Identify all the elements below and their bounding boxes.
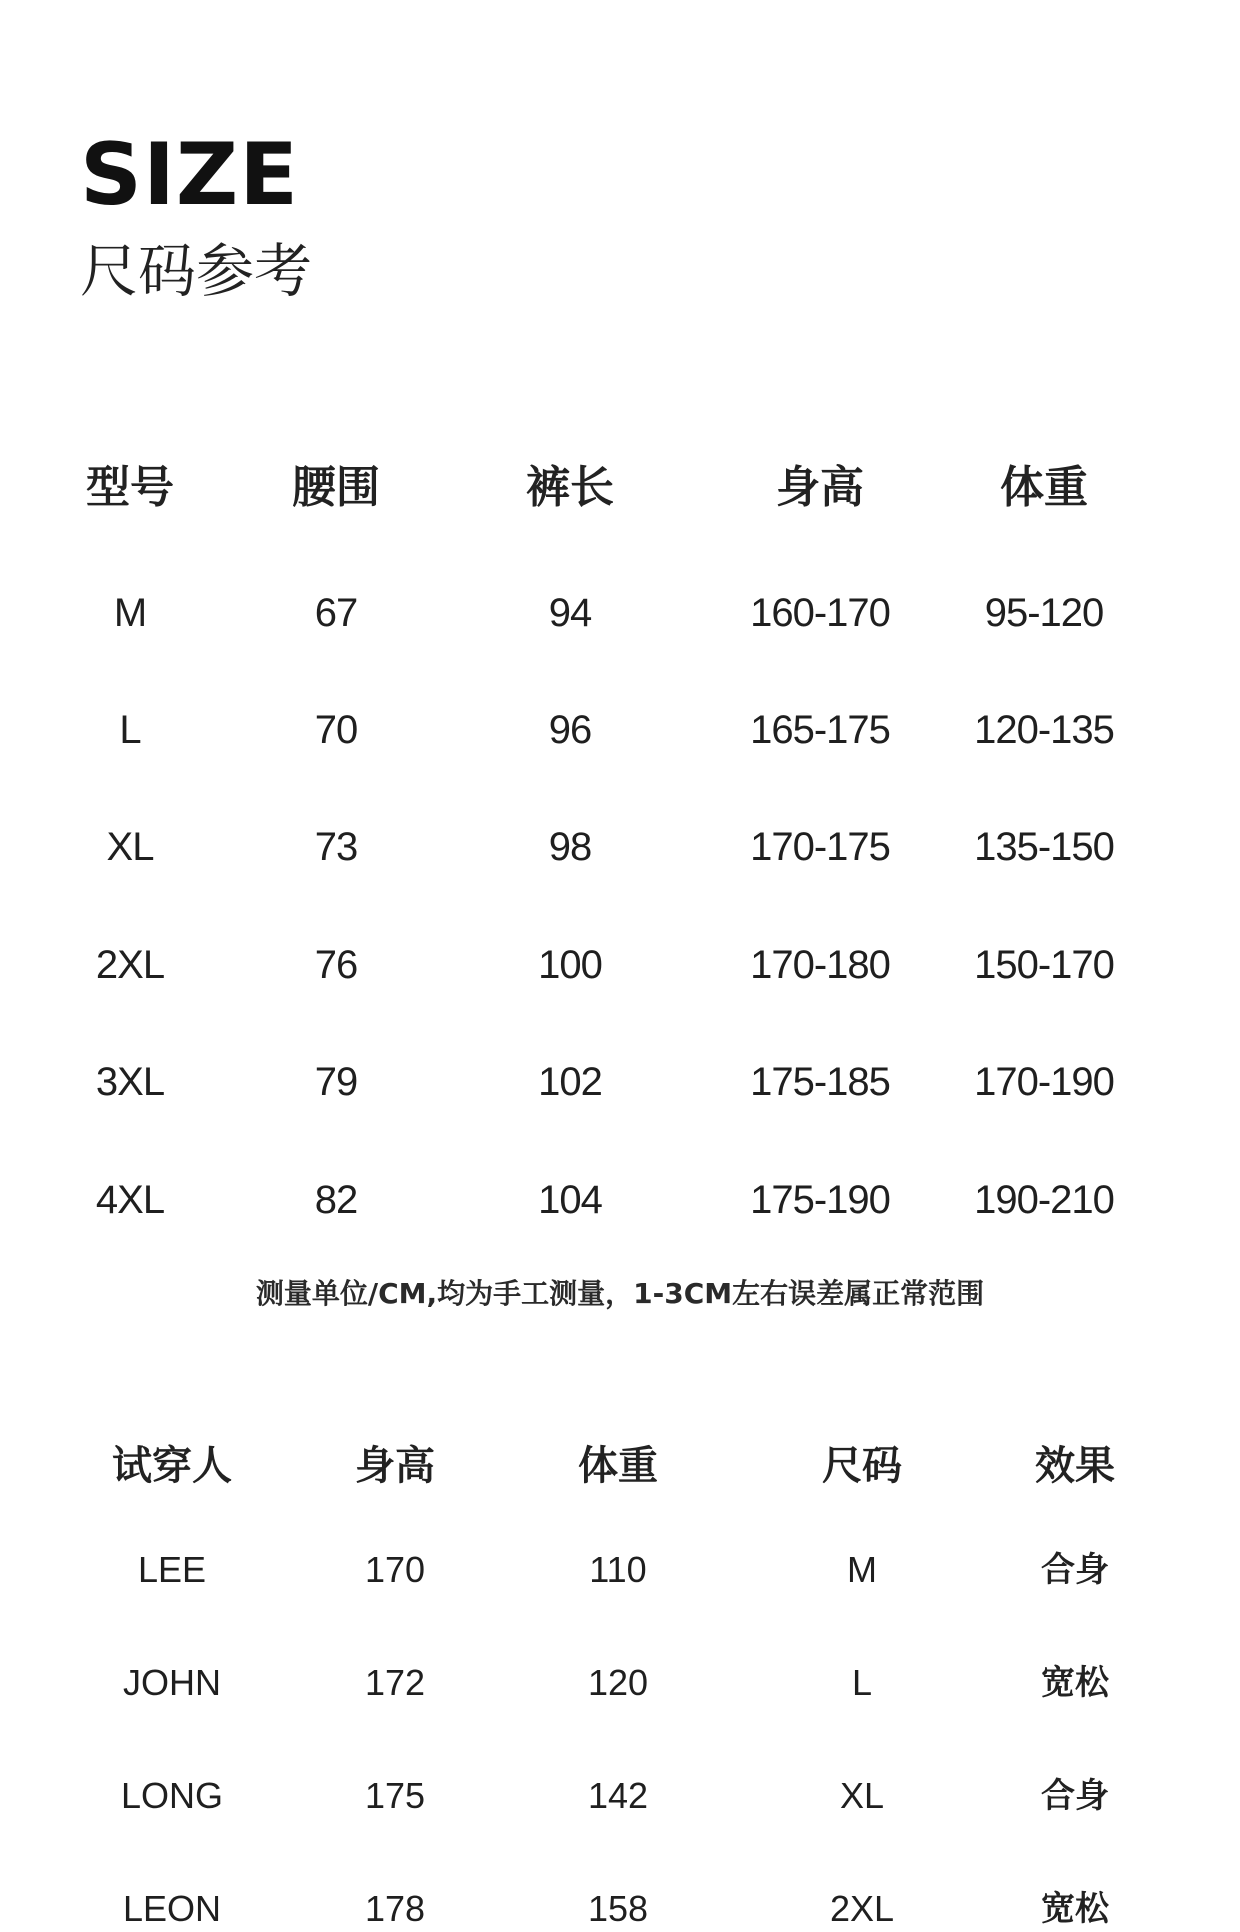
table-cell: 150-170 (974, 943, 1114, 987)
page-title-en: SIZE (80, 125, 300, 225)
table-cell: JOHN (123, 1662, 221, 1703)
table-cell: 110 (589, 1549, 647, 1590)
table-cell: 175-190 (750, 1178, 890, 1222)
table-cell: XL (839, 1775, 885, 1816)
measurement-note: 测量单位/CM,均为手工测量，1-3CM左右误差属正常范围 (255, 1277, 985, 1310)
table-cell: 190-210 (974, 1178, 1114, 1222)
table-cell: 96 (548, 708, 592, 752)
table-cell: 170 (364, 1549, 426, 1590)
table-cell: 宽松 (1041, 1889, 1109, 1929)
table-cell: 70 (314, 708, 358, 752)
table-cell: 合身 (1041, 1550, 1109, 1590)
table-cell: 175-185 (750, 1060, 890, 1104)
table-header-cell: 试穿人 (112, 1443, 232, 1489)
table-cell: 79 (314, 1060, 358, 1104)
table-header-cell: 型号 (86, 462, 174, 513)
table-cell: 73 (314, 825, 358, 869)
table-cell: 合身 (1041, 1776, 1109, 1816)
table-cell: 76 (314, 943, 358, 987)
table-cell: LONG (120, 1775, 224, 1816)
table-header-cell: 腰围 (292, 462, 380, 513)
table-header-cell: 效果 (1035, 1443, 1115, 1489)
table-header-cell: 裤长 (526, 462, 614, 513)
table-cell: 172 (364, 1662, 426, 1703)
table-cell: 178 (364, 1888, 426, 1929)
table-cell: 165-175 (750, 708, 890, 752)
table-cell: L (851, 1662, 873, 1703)
table-header-cell: 尺码 (822, 1443, 902, 1489)
table-cell: 2XL (95, 943, 165, 987)
table-header-cell: 体重 (1000, 462, 1088, 513)
table-cell: 67 (314, 591, 358, 635)
table-cell: 160-170 (750, 591, 890, 635)
table-cell: 3XL (95, 1060, 165, 1104)
table-cell: 102 (538, 1060, 602, 1104)
table-cell: 170-190 (974, 1060, 1114, 1104)
table-header-cell: 身高 (355, 1443, 435, 1489)
table-cell: 135-150 (974, 825, 1114, 869)
table-cell: 104 (538, 1178, 602, 1222)
table-header-cell: 身高 (776, 462, 864, 513)
table-cell: XL (106, 825, 154, 869)
table-cell: 175 (364, 1775, 426, 1816)
table-cell: 170-175 (750, 825, 890, 869)
table-cell: 98 (548, 825, 592, 869)
table-cell: 宽松 (1041, 1663, 1109, 1703)
table-cell: 95-120 (984, 591, 1104, 635)
table-cell: 94 (548, 591, 592, 635)
table-cell: 158 (587, 1888, 649, 1929)
table-cell: 4XL (95, 1178, 165, 1222)
table-cell: 170-180 (750, 943, 890, 987)
table-cell: M (847, 1549, 877, 1590)
table-header-cell: 体重 (578, 1443, 658, 1489)
table-cell: 82 (314, 1178, 358, 1222)
table-cell: LEON (122, 1888, 222, 1929)
page-title-cn: 尺码参考 (80, 237, 313, 305)
table-cell: LEE (137, 1549, 207, 1590)
table-cell: L (119, 708, 141, 752)
table-cell: 142 (587, 1775, 649, 1816)
table-cell: 100 (538, 943, 602, 987)
table-cell: M (113, 591, 147, 635)
table-cell: 120-135 (974, 708, 1114, 752)
table-cell: 2XL (829, 1888, 895, 1929)
table-cell: 120 (587, 1662, 649, 1703)
